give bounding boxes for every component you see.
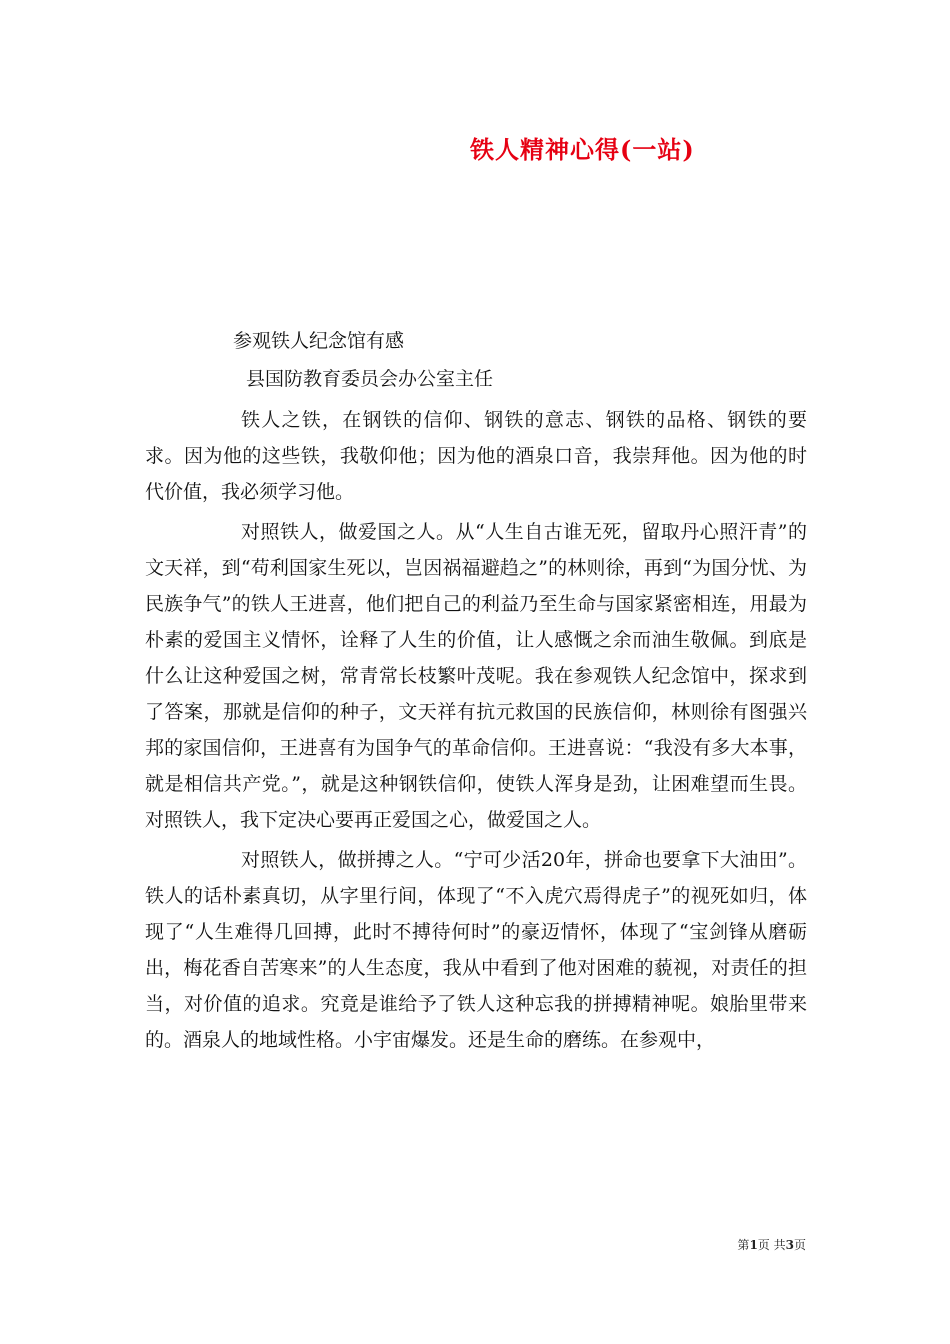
document-title: 铁人精神心得(一站) [470, 135, 695, 164]
document-subtitle: 参观铁人纪念馆有感 [233, 330, 405, 352]
page-footer [737, 1236, 806, 1253]
footer-middle: 页 共 [757, 1238, 786, 1252]
author-line: 县国防教育委员会办公室主任 [246, 368, 494, 390]
paragraph: 对照铁人，做拼搏之人。“宁可少活20年，拼命也要拿下大油田”。铁人的话朴素真切，从字里行间，体现了“不入虎穴焉得虎子”的视死如归，体现了“人生难得几回搏，此时不搏待何时”的豪迈情怀，体现了“宝剑锋从磨砺出，梅花香自苦寒来”的人生态度，我从中看到了他对困难的藐视，对责任的担当，对价值的追求。究竟是谁给予了铁人这种忘我的拼搏精神呢。娘胎里带来的。酒泉人的地域性格。小宇宙爆发。还是生命的磨练。在参观中， [145, 849, 807, 1051]
footer-page-number: 1 [749, 1238, 758, 1252]
footer-total-pages: 3 [785, 1238, 794, 1252]
paragraph: 对照铁人，做爱国之人。从“人生自古谁无死，留取丹心照汗青”的文天祥，到“苟利国家生死以，岂因祸福避趋之”的林则徐，再到“为国分忧、为民族争气”的铁人王进喜，他们把自己的利益乃至生命与国家紧密相连，用最为朴素的爱国主义情怀，诠释了人生的价值，让人感慨之余而油生敬佩。到底是什么让这种爱国之树，常青常长枝繁叶茂呢。我在参观铁人纪念馆中，探求到了答案，那就是信仰的种子，文天祥有抗元救国的民族信仰，林则徐有图强兴邦的家国信仰，王进喜有为国争气的革命信仰。王进喜说：“我没有多大本事，就是相信共产党。”，就是这种钢铁信仰，使铁人浑身是劲，让困难望而生畏。对照铁人，我下定决心要再正爱国之心，做爱国之人。 [145, 521, 807, 831]
body-text [145, 402, 807, 1062]
footer-suffix: 页 [793, 1238, 806, 1252]
footer-prefix: 第 [737, 1238, 750, 1252]
paragraph: 铁人之铁，在钢铁的信仰、钢铁的意志、钢铁的品格、钢铁的要求。因为他的这些铁，我敬仰他；因为他的酒泉口音，我崇拜他。因为他的时代价值，我必须学习他。 [145, 409, 807, 503]
